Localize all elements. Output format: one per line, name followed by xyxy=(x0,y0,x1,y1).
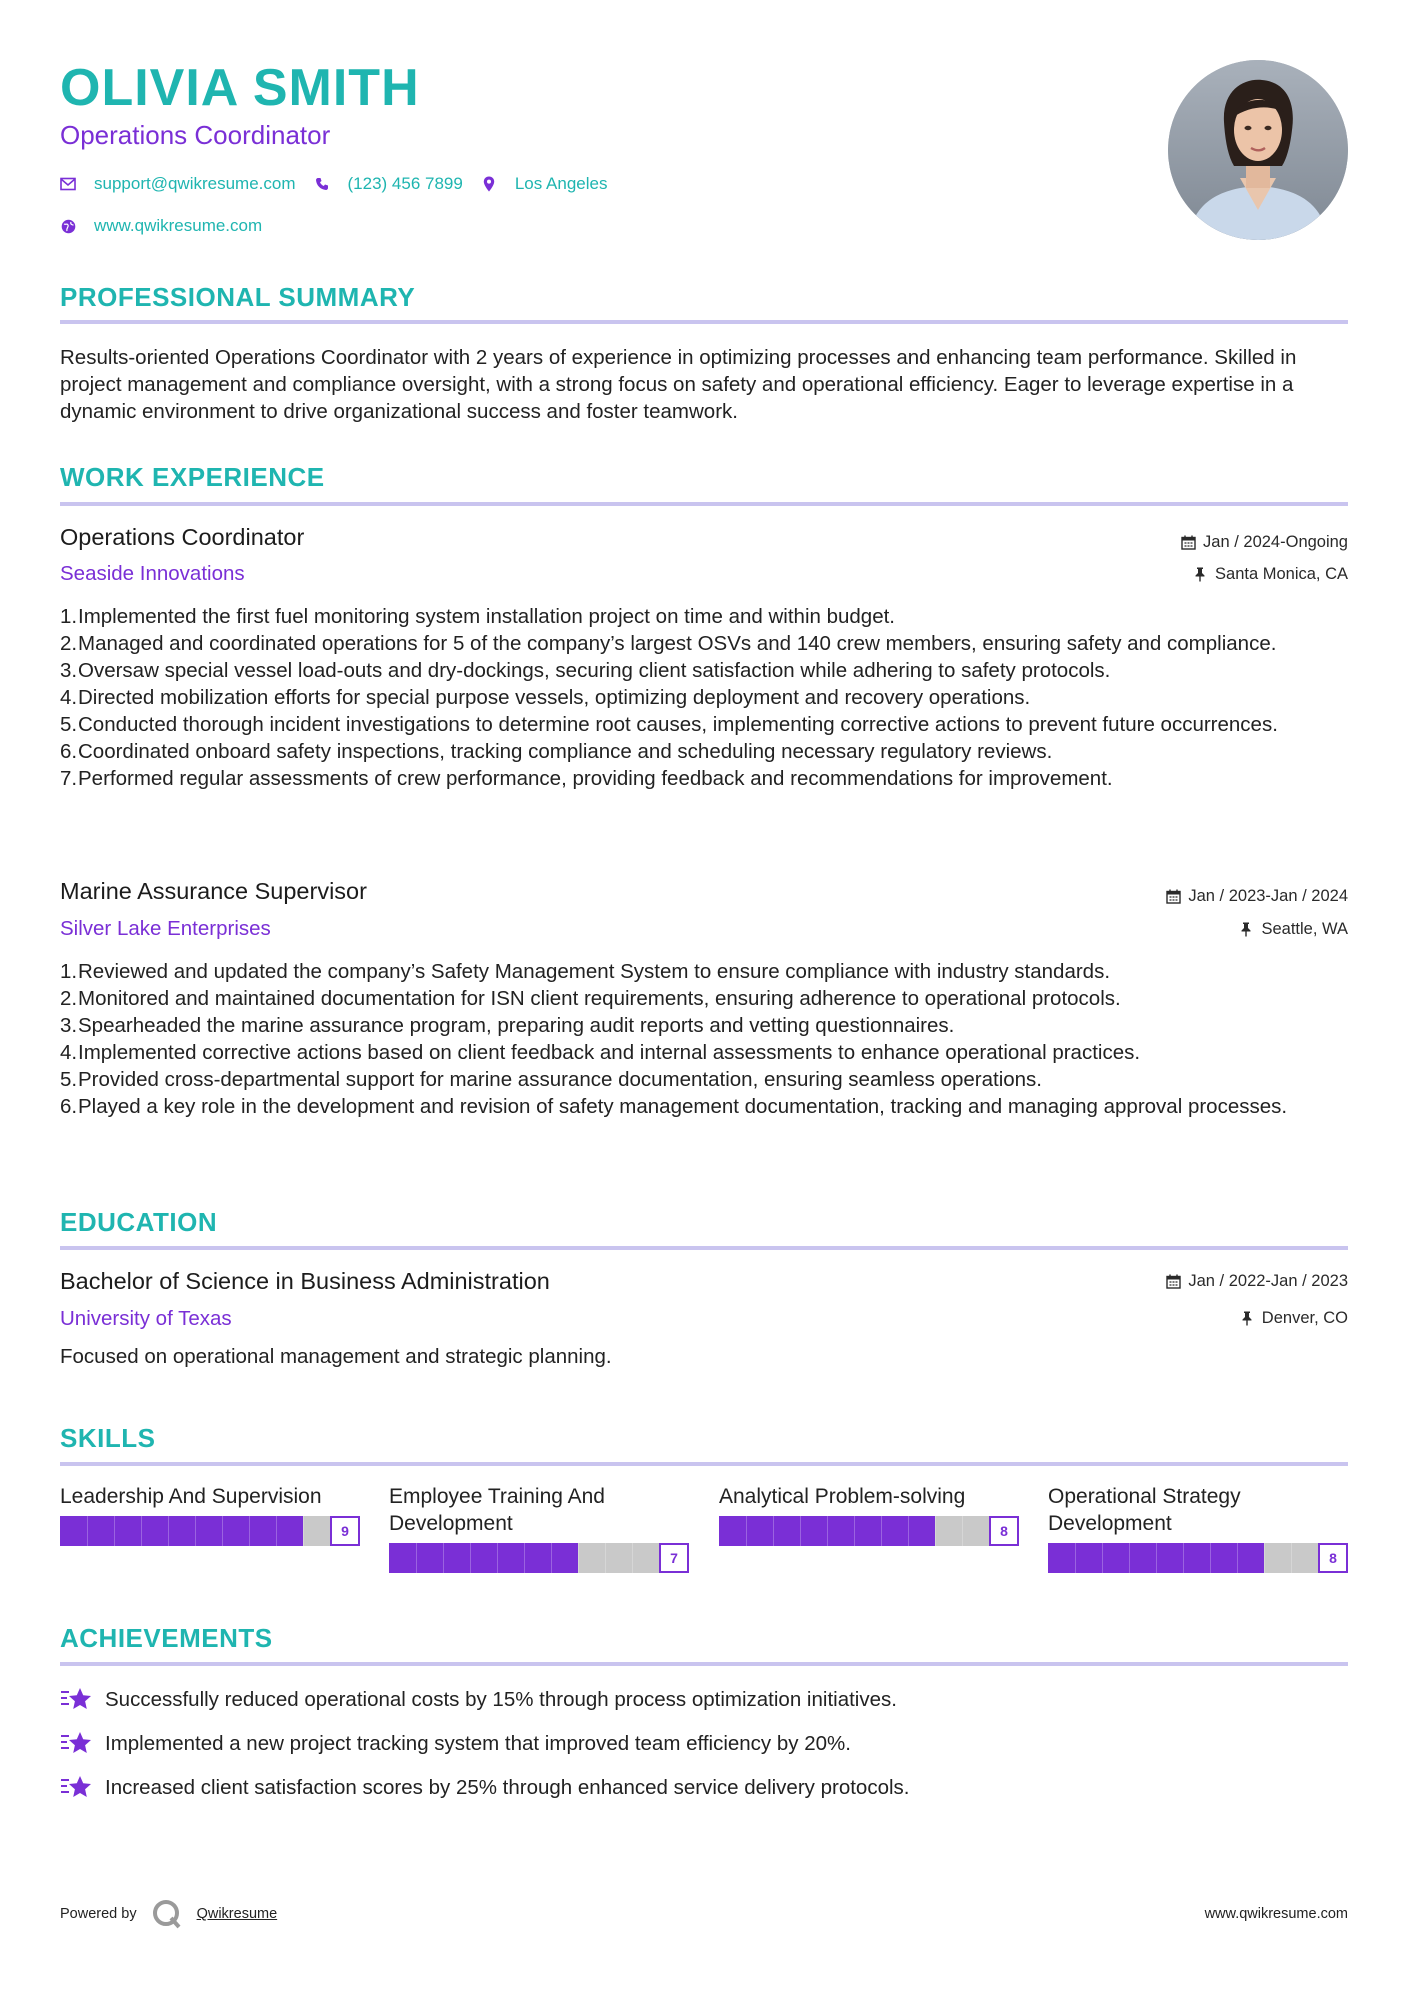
list-item: 3. Spearheaded the marine assurance program, preparing audit reports and vetting questionnaires. xyxy=(60,1014,955,1037)
skill-bar-segment xyxy=(524,1543,525,1573)
contact-row xyxy=(60,174,625,194)
skill-level-fill xyxy=(60,1516,303,1546)
summary-heading: PROFESSIONAL SUMMARY xyxy=(60,282,416,312)
skill-item xyxy=(1048,1483,1348,1573)
achievements-heading: ACHIEVEMENTS xyxy=(60,1623,273,1653)
skill-bar-segment xyxy=(168,1516,169,1546)
education-heading: EDUCATION xyxy=(60,1207,218,1237)
pushpin-icon xyxy=(1192,567,1208,583)
skill-bar-segment xyxy=(1102,1543,1103,1573)
skill-bar-segment xyxy=(908,1516,909,1546)
job-location-text: Seattle, WA xyxy=(1261,920,1348,938)
skill-bar-segment xyxy=(249,1516,250,1546)
list-item: 2. Monitored and maintained documentation for ISN client requirements, ensuring adherence to operational protocols. xyxy=(60,987,1121,1010)
skill-bar-segment xyxy=(497,1543,498,1573)
qwikresume-link[interactable]: Qwikresume xyxy=(196,1906,278,1922)
education-date-text: Jan / 2022-Jan / 2023 xyxy=(1188,1272,1348,1290)
skill-bar-segment xyxy=(605,1543,606,1573)
achievement-text: Increased client satisfaction scores by 25% through enhanced service delivery protocols. xyxy=(105,1776,910,1799)
job-date xyxy=(1180,533,1348,552)
skill-bar-segment xyxy=(443,1543,444,1573)
degree-title: Bachelor of Science in Business Administration xyxy=(60,1268,550,1294)
skill-name: Operational Strategy Development xyxy=(1048,1485,1241,1535)
skill-bar-segment xyxy=(881,1516,882,1546)
list-item: 7. Performed regular assessments of crew performance, providing feedback and recommendations for improvement. xyxy=(60,767,1113,790)
job-title: Operations Coordinator xyxy=(60,524,305,550)
summary-text: Results-oriented Operations Coordinator with 2 years of experience in optimizing processes and enhancing team performance. Skilled in project management and compliance oversight, with a strong focus on safety and operational efficiency. Eager to leverage expertise in a dynamic environment to drive organizational success and foster teamwork. xyxy=(60,346,1297,423)
education-description: Focused on operational management and strategic planning. xyxy=(60,1345,612,1368)
skill-level-bar xyxy=(389,1543,689,1573)
skill-bar-segment xyxy=(632,1543,633,1573)
job-title: Marine Assurance Supervisor xyxy=(60,878,367,904)
skill-name: Leadership And Supervision xyxy=(60,1485,322,1508)
achievement-text: Successfully reduced operational costs by 15% through process optimization initiatives. xyxy=(105,1688,897,1711)
achievement-item xyxy=(60,1730,851,1758)
calendar-icon xyxy=(1165,889,1181,905)
star-icon xyxy=(60,1774,92,1802)
list-item: 5. Conducted thorough incident investigations to determine root causes, implementing corrective actions to prevent future occurrences. xyxy=(60,713,1278,736)
section-divider xyxy=(60,1662,1348,1666)
skill-bar-segment xyxy=(222,1516,223,1546)
globe-icon xyxy=(60,218,76,234)
skill-bar-segment xyxy=(827,1516,828,1546)
school-name: University of Texas xyxy=(60,1307,232,1330)
skill-bar-segment xyxy=(800,1516,801,1546)
education-location-text: Denver, CO xyxy=(1261,1309,1348,1327)
calendar-icon xyxy=(1165,1274,1181,1290)
skill-bar-segment xyxy=(1156,1543,1157,1573)
skill-bar-segment xyxy=(746,1516,747,1546)
skill-bar-segment xyxy=(935,1516,936,1546)
skill-bar-segment xyxy=(470,1543,471,1573)
skill-bar-segment xyxy=(87,1516,88,1546)
skill-name: Analytical Problem-solving xyxy=(719,1485,966,1508)
list-item: 6. Coordinated onboard safety inspections, tracking compliance and scheduling necessary regulatory reviews. xyxy=(60,740,1053,763)
section-divider xyxy=(60,1246,1348,1250)
profile-photo xyxy=(1168,60,1348,240)
list-item: 3. Oversaw special vessel load-outs and dry-dockings, securing client satisfaction while adhering to safety protocols. xyxy=(60,659,1111,682)
job-date xyxy=(1165,887,1348,906)
job-location xyxy=(1238,920,1348,939)
achievement-item xyxy=(60,1774,910,1802)
education-date xyxy=(1165,1272,1348,1291)
list-item: 2. Managed and coordinated operations for 5 of the company’s largest OSVs and 140 crew members, ensuring safety and compliance. xyxy=(60,632,1277,655)
candidate-name: OLIVIA SMITH xyxy=(60,59,420,117)
powered-by-label: Powered by xyxy=(60,1906,137,1922)
skill-bar-segment xyxy=(276,1516,277,1546)
calendar-icon xyxy=(1180,535,1196,551)
job-date-text: Jan / 2024-Ongoing xyxy=(1203,533,1348,551)
qwikresume-logo-icon xyxy=(151,1898,183,1930)
list-item: 1. Implemented the first fuel monitoring system installation project on time and within budget. xyxy=(60,605,895,628)
skill-bar-segment xyxy=(1237,1543,1238,1573)
star-icon xyxy=(60,1686,92,1714)
skills-heading: SKILLS xyxy=(60,1423,156,1453)
skill-level-bar xyxy=(719,1516,1019,1546)
phone-icon xyxy=(314,176,330,192)
footer-branding xyxy=(60,1898,277,1930)
list-item: 1. Reviewed and updated the company’s Safety Management System to ensure compliance with industry standards. xyxy=(60,960,1111,983)
skill-bar-segment xyxy=(1183,1543,1184,1573)
skill-bar-segment xyxy=(854,1516,855,1546)
list-item: 4. Directed mobilization efforts for special purpose vessels, optimizing deployment and recovery operations. xyxy=(60,686,1031,709)
skill-score: 8 xyxy=(989,1516,1019,1546)
location-pin-icon xyxy=(481,176,497,192)
education-location xyxy=(1239,1309,1348,1328)
list-item: 4. Implemented corrective actions based on client feedback and internal assessments to enhance operational practices. xyxy=(60,1041,1141,1064)
phone-number[interactable]: (123) 456 7899 xyxy=(347,174,463,193)
skill-level-fill xyxy=(389,1543,578,1573)
achievement-text: Implemented a new project tracking system that improved team efficiency by 20%. xyxy=(105,1732,851,1755)
list-item: 6. Played a key role in the development and revision of safety management documentation, tracking and managing approval processes. xyxy=(60,1095,1288,1118)
achievement-item xyxy=(60,1686,897,1714)
job-bullets xyxy=(60,958,1348,1120)
skill-bar-segment xyxy=(1129,1543,1130,1573)
job-bullets xyxy=(60,603,1348,792)
skill-score: 7 xyxy=(659,1543,689,1573)
section-divider xyxy=(60,502,1348,506)
section-divider xyxy=(60,320,1348,324)
skill-bar-segment xyxy=(773,1516,774,1546)
contact-row-website xyxy=(60,216,280,236)
company-name: Seaside Innovations xyxy=(60,562,245,585)
skill-bar-segment xyxy=(1264,1543,1265,1573)
candidate-role: Operations Coordinator xyxy=(60,120,331,150)
skill-bar-segment xyxy=(962,1516,963,1546)
section-divider xyxy=(60,1462,1348,1466)
experience-heading: WORK EXPERIENCE xyxy=(60,462,325,492)
skill-bar-segment xyxy=(141,1516,142,1546)
website-link[interactable]: www.qwikresume.com xyxy=(94,216,263,235)
skill-item xyxy=(389,1483,689,1573)
pushpin-icon xyxy=(1238,922,1254,938)
job-location-text: Santa Monica, CA xyxy=(1215,565,1348,583)
footer-website[interactable]: www.qwikresume.com xyxy=(1204,1906,1348,1922)
skill-bar-segment xyxy=(551,1543,552,1573)
skill-bar-segment xyxy=(1075,1543,1076,1573)
skill-score: 9 xyxy=(330,1516,360,1546)
star-icon xyxy=(60,1730,92,1758)
skill-bar-segment xyxy=(195,1516,196,1546)
skill-bar-segment xyxy=(114,1516,115,1546)
skill-bar-segment xyxy=(1210,1543,1211,1573)
skill-item xyxy=(60,1483,360,1546)
list-item: 5. Provided cross-departmental support for marine assurance documentation, ensuring seamless operations. xyxy=(60,1068,1043,1091)
skill-bar-segment xyxy=(1291,1543,1292,1573)
email-icon xyxy=(60,176,76,192)
job-date-text: Jan / 2023-Jan / 2024 xyxy=(1188,887,1348,905)
skill-bar-segment xyxy=(416,1543,417,1573)
skill-name: Employee Training And Development xyxy=(389,1485,605,1535)
skill-level-bar xyxy=(1048,1543,1348,1573)
company-name: Silver Lake Enterprises xyxy=(60,917,271,940)
skill-item xyxy=(719,1483,1019,1546)
skill-score: 8 xyxy=(1318,1543,1348,1573)
skill-bar-segment xyxy=(303,1516,304,1546)
pushpin-icon xyxy=(1239,1311,1255,1327)
location-text: Los Angeles xyxy=(514,174,608,193)
skill-level-bar xyxy=(60,1516,360,1546)
job-location xyxy=(1192,565,1348,584)
email-link[interactable]: support@qwikresume.com xyxy=(94,174,296,193)
skill-bar-segment xyxy=(578,1543,579,1573)
